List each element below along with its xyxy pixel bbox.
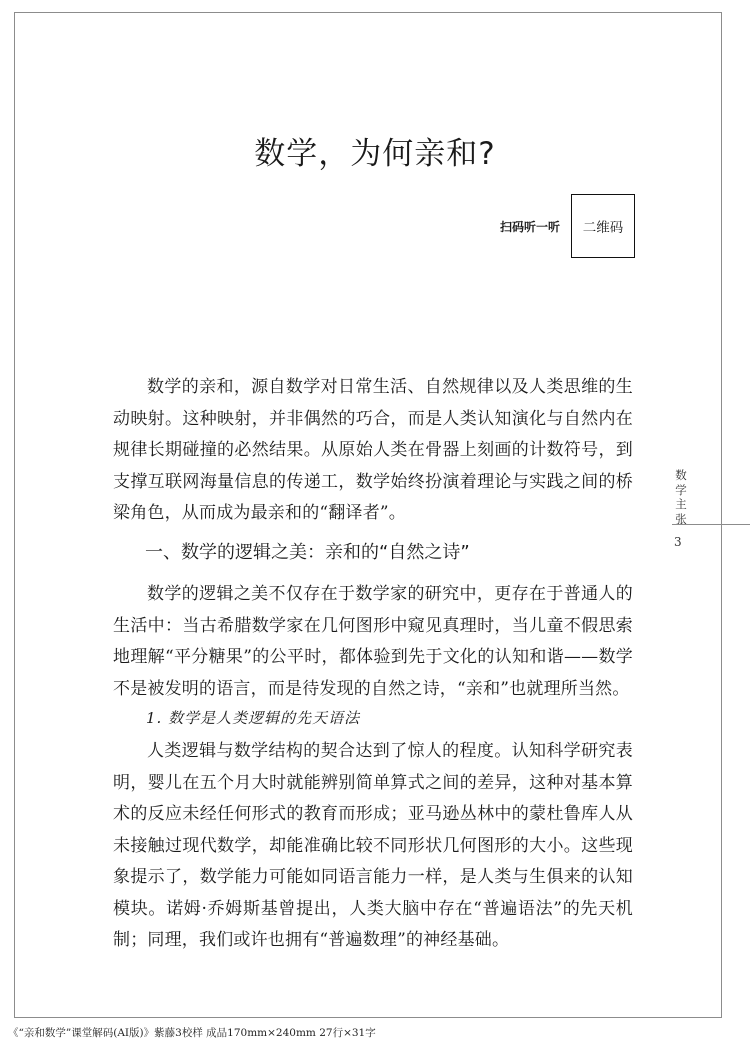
sidebar-section-label: 数学主张 xyxy=(675,468,687,526)
subsection-heading: 1. 数学是人类逻辑的先天语法 xyxy=(146,709,361,727)
page-number: 3 xyxy=(674,535,682,549)
section-heading: 一、数学的逻辑之美：亲和的“自然之诗” xyxy=(145,542,470,563)
section-paragraph: 数学的逻辑之美不仅存在于数学家的研究中，更存在于普通人的生活中：当古希腊数学家在几何图形中窥见真理时，当儿童不假思索地理解“平分糖果”的公平时，都体验到先于文化的认知和谐——数学不是被发明的语言，而是待发现的自然之诗，“亲和”也就理所当然。 xyxy=(113,584,633,699)
section-body xyxy=(113,579,633,705)
page-title: 数学，为何亲和? xyxy=(254,136,496,172)
qr-code-placeholder[interactable] xyxy=(571,194,635,258)
scan-to-listen-label: 扫码听一听 xyxy=(500,220,561,234)
qr-code-label: 二维码 xyxy=(582,220,624,236)
intro-section xyxy=(113,372,633,530)
subsection-body xyxy=(113,736,633,957)
intro-paragraph: 数学的亲和，源自数学对日常生活、自然规律以及人类思维的生动映射。这种映射，并非偶然的巧合，而是人类认知演化与自然内在规律长期碰撞的必然结果。从原始人类在骨器上刻画的计数符号，到支撑互联网海量信息的传递工，数学始终扮演着理论与实践之间的桥梁角色，从而成为最亲和的“翻译者”。 xyxy=(113,377,633,523)
print-proof-footer: 《“亲和数学”课堂解码(AI版)》紫藤3校样 成品170mm×240mm 27行×31字 xyxy=(8,1027,376,1039)
sidebar-divider xyxy=(672,524,750,525)
subsection-paragraph: 人类逻辑与数学结构的契合达到了惊人的程度。认知科学研究表明，婴儿在五个月大时就能辨别简单算式之间的差异，这种对基本算术的反应未经任何形式的教育而形成；亚马逊丛林中的蒙杜鲁库人从未接触过现代数学，却能准确比较不同形状几何图形的大小。这些现象提示了，数学能力可能如同语言能力一样，是人类与生俱来的认知模块。诺姆·乔姆斯基曾提出，人类大脑中存在“普遍语法”的先天机制；同理，我们或许也拥有“普遍数理”的神经基础。 xyxy=(113,741,633,950)
